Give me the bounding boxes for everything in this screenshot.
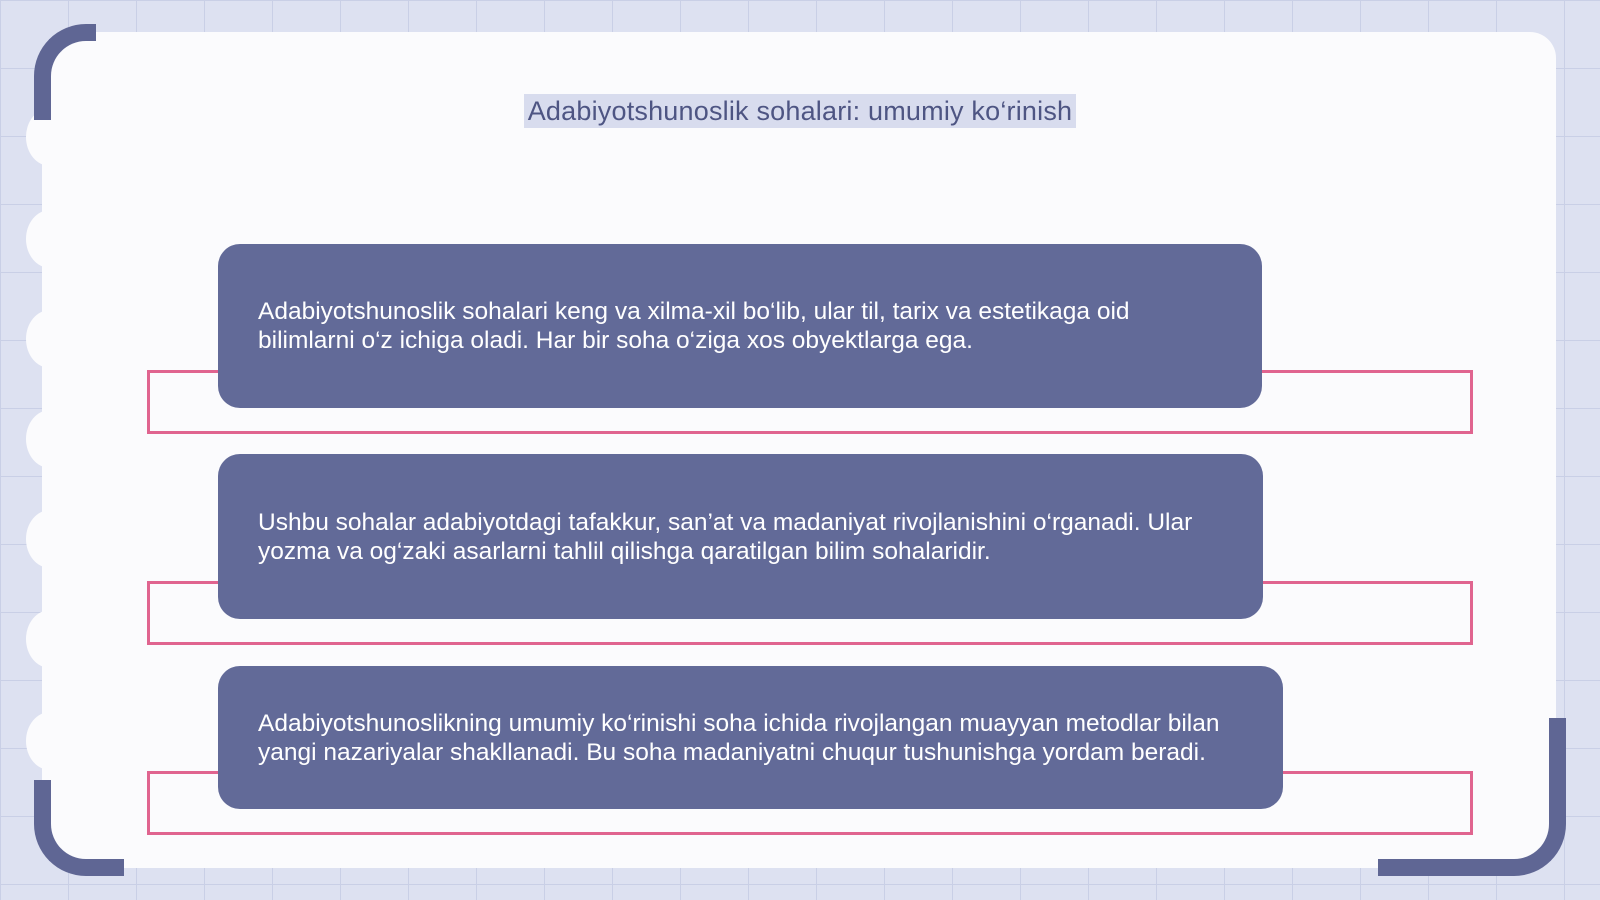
card-text: Adabiyotshunoslikning umumiy ko‘rinishi soha ichida rivojlangan muayyan metodlar bilan yangi nazariyalar shakllanadi. Bu soha madaniyatni chuqur tushunishga yordam beradi. bbox=[258, 709, 1220, 766]
paper-scallop bbox=[26, 510, 74, 568]
paper-scallop bbox=[26, 410, 74, 468]
paper-scallop bbox=[26, 310, 74, 368]
paper-scallop bbox=[26, 610, 74, 668]
paper-scallop bbox=[26, 210, 74, 268]
card-text: Ushbu sohalar adabiyotdagi tafakkur, san’at va madaniyat rivojlanishini o‘rganadi. Ular yozma va og‘zaki asarlarni tahlil qilishga qaratilgan bilim sohalaridir. bbox=[258, 508, 1193, 565]
content-card bbox=[218, 244, 1262, 408]
content-card bbox=[218, 666, 1283, 809]
content-card bbox=[218, 454, 1263, 619]
slide-title-text: Adabiyotshunoslik sohalari: umumiy ko‘rinish bbox=[524, 94, 1077, 128]
corner-bracket-bottom-left bbox=[34, 780, 124, 876]
slide-title bbox=[0, 96, 1600, 127]
card-text: Adabiyotshunoslik sohalari keng va xilma-xil bo‘lib, ular til, tarix va estetikaga oid bilimlarni o‘z ichiga oladi. Har bir soha o‘ziga xos obyektlarga ega. bbox=[258, 298, 1130, 354]
paper-scallop bbox=[26, 712, 74, 770]
